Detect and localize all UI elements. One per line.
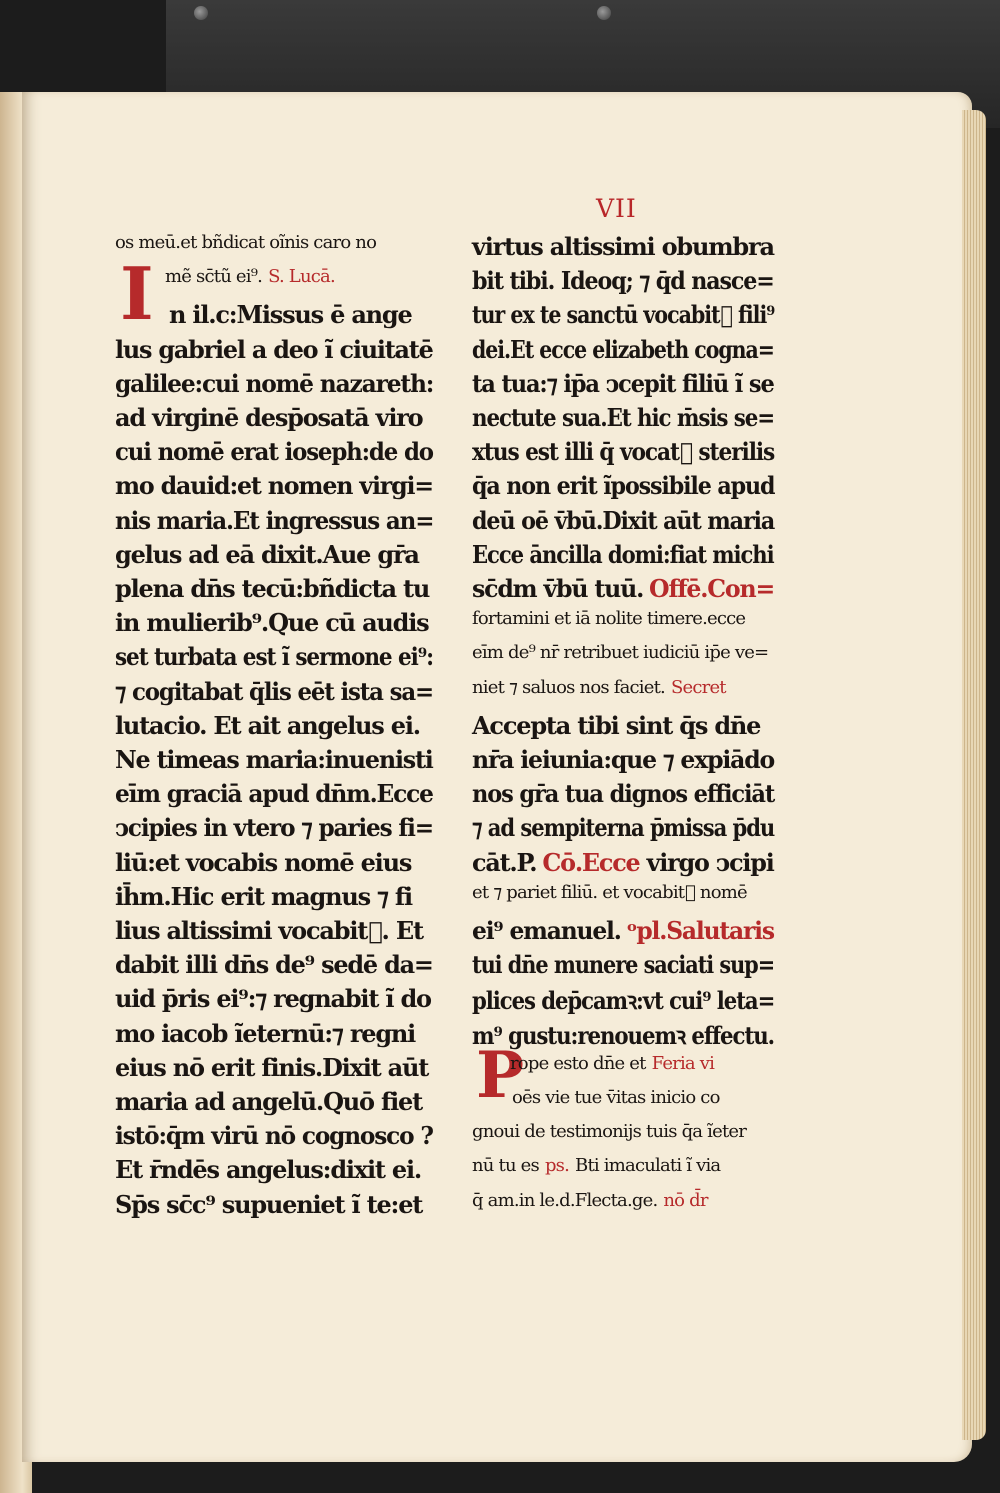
rubric-text: ps. — [544, 1155, 570, 1177]
text-line — [472, 882, 747, 916]
rubric-text: Feria vi — [651, 1052, 715, 1074]
line-text: eīm de⁹ nr̄ retribuet iudiciū ip̄e ve= — [472, 642, 769, 664]
text-line — [472, 779, 774, 813]
text-line — [472, 403, 774, 437]
line-text: ei⁹ emanuel. — [472, 916, 621, 945]
rubric-text: Offē.Con= — [649, 574, 775, 603]
folio-number: VII — [596, 194, 637, 223]
line-text: maria ad angelū.Quō fiet — [115, 1087, 422, 1116]
line-text: ad virginē desp̄osatā viro — [115, 403, 423, 432]
text-line — [472, 1190, 708, 1224]
line-text: tur ex te sanctū vocabit᷑ fili⁹ — [472, 300, 775, 330]
text-line — [115, 608, 429, 642]
text-line — [472, 540, 774, 574]
text-line — [115, 984, 431, 1018]
line-text: lius altissimi vocabit᷑. Et — [115, 916, 423, 945]
text-line — [472, 266, 774, 300]
line-text: Ne timeas maria:inuenisti — [115, 745, 433, 774]
rubric-text: Cō.Ecce — [542, 847, 640, 877]
line-text: n il.c:Missus ē ange — [169, 300, 412, 330]
text-line — [115, 882, 412, 916]
text-line — [472, 574, 774, 608]
line-text: eīm graciā apud dn̄m.Ecce — [115, 779, 433, 809]
text-line — [472, 677, 726, 711]
line-text: bit tibi. Ideoq; ⁊ q̄d nasce= — [472, 266, 774, 296]
text-line — [115, 779, 433, 813]
line-text: q̄a non erit ĩpossibile apud — [472, 471, 775, 501]
line-text: Ecce āncilla domi:fiat michi — [472, 539, 774, 569]
text-line — [165, 266, 335, 300]
text-line — [115, 848, 411, 882]
line-text: liū:et vocabis nomē eius — [115, 847, 412, 877]
text-line — [115, 711, 420, 745]
text-line — [115, 813, 433, 847]
text-line — [472, 813, 774, 847]
text-line — [115, 1190, 422, 1224]
line-text: Accepta tibi sint q̄s dn̄e — [472, 710, 761, 740]
line-text: gnoui de testimonijs tuis q̄a ĩeter — [472, 1121, 747, 1143]
line-text: in mulierib⁹.Que cū audis — [115, 608, 429, 638]
text-line — [115, 916, 423, 950]
line-text: fortamini et iā nolite timere.ecce — [472, 608, 746, 630]
line-text: deū oē v̄bū.Dixit aūt maria — [472, 505, 775, 535]
line-text: ih̄m.Hic erit magnus ⁊ fi — [115, 881, 412, 911]
line-text: gelus ad eā dixit.Aue gr̄a — [115, 539, 419, 569]
text-line — [115, 403, 423, 437]
text-line — [115, 574, 429, 608]
rubric-text: ᵒpl.Salutaris — [626, 916, 774, 945]
text-line — [472, 608, 745, 642]
text-line — [472, 642, 768, 676]
line-text: nū tu es — [472, 1155, 539, 1177]
text-line — [115, 1053, 428, 1087]
line-text: eius nō erit finis.Dixit aūt — [115, 1052, 429, 1082]
text-line — [472, 471, 774, 505]
rubric-text: nō d̄r — [663, 1189, 708, 1211]
text-line — [115, 232, 376, 266]
text-line — [472, 1155, 720, 1189]
line-text: Sp̄s sc̄c⁹ supueniet ĩ te:et — [115, 1189, 423, 1219]
line-text: rope esto dn̄e et — [510, 1052, 646, 1074]
text-line — [472, 506, 774, 540]
text-line — [472, 369, 774, 403]
line-text: os meū.et bñdicat oĩnis caro no — [115, 232, 377, 253]
line-text: ↄcipies in vtero ⁊ paries fi= — [115, 813, 434, 843]
text-line — [472, 1121, 746, 1155]
decorated-initial-right: P — [476, 1038, 525, 1113]
line-text: cāt.P. — [472, 847, 537, 877]
line-text: q̄ am.in le.d.Flecta.ge. — [472, 1189, 658, 1211]
text-line — [472, 300, 774, 334]
text-line — [115, 471, 433, 505]
line-text: istō:q̄m virū nō cognosco ? — [115, 1121, 433, 1151]
line-text: dei.Et ecce elizabeth cogna= — [472, 334, 774, 364]
line-text: galilee:cui nomē nazareth: — [115, 368, 434, 398]
text-line — [115, 1087, 422, 1121]
text-line — [472, 232, 774, 266]
text-line — [472, 848, 774, 882]
rubric-text: S. Lucā. — [268, 266, 335, 288]
line-text: tui dn̄e munere saciati sup= — [472, 950, 775, 980]
text-line — [472, 984, 774, 1018]
line-text: cui nomē erat ioseph:de do — [115, 437, 433, 467]
text-line — [115, 369, 433, 403]
line-text: virtus altissimi obumbra — [472, 232, 774, 261]
text-line — [169, 300, 412, 334]
line-text: ⁊ ad sempiterna p̄missa p̄du — [472, 813, 775, 843]
line-text: lus gabriel a deo ĩ ciuitatē — [115, 334, 433, 364]
line-text: lutacio. Et ait angelus ei. — [115, 710, 420, 740]
line-text: sc̄dm v̄bū tuū. — [472, 574, 644, 603]
rubric-text: Secret — [670, 676, 726, 698]
text-line — [115, 540, 419, 574]
text-line — [115, 1019, 415, 1053]
text-line — [472, 711, 760, 745]
text-line — [115, 642, 433, 676]
line-text: ⁊ cogitabat q̄lis eēt ista sa= — [115, 676, 434, 706]
text-line — [115, 437, 433, 471]
line-text: oēs vie tue v̄itas inicio co — [512, 1087, 720, 1108]
line-text: set turbata est ĩ sermone ei⁹: — [115, 642, 433, 672]
text-line — [115, 745, 433, 779]
line-text: dabit illi dn̄s de⁹ sedē da= — [115, 950, 433, 980]
text-line — [472, 950, 774, 984]
text-line — [472, 916, 774, 950]
line-text: et ⁊ pariet filiū. et vocabit᷑ nomē — [472, 881, 747, 903]
screw-left — [194, 6, 208, 20]
line-text: mẽ sc̄tũ ei⁹. — [165, 266, 263, 288]
screw-right — [597, 6, 611, 20]
line-text: mo iacob ĩeternū:⁊ regni — [115, 1018, 416, 1048]
line-text: plena dn̄s tecū:bñdicta tu — [115, 574, 430, 603]
line-text: m⁹ gustu:renouemꝛ effectu. — [472, 1020, 775, 1050]
line-text: virgo ↄcipi — [639, 847, 774, 877]
line-text: plices dep̄camꝛ:vt cui⁹ leta= — [472, 986, 775, 1016]
line-text: Bti imaculati ĩ via — [575, 1155, 721, 1177]
text-line — [472, 437, 774, 471]
text-line — [512, 1087, 720, 1121]
line-text: Et r̄ndēs angelus:dixit ei. — [115, 1155, 422, 1185]
text-line — [472, 335, 774, 369]
line-text: nos gr̄a tua dignos efficiāt — [472, 779, 775, 809]
line-text: mo dauid:et nomen virgi= — [115, 471, 433, 501]
text-line — [115, 335, 433, 369]
text-line — [115, 950, 433, 984]
text-line — [115, 506, 433, 540]
decorated-initial-left: I — [120, 251, 154, 336]
text-line — [472, 745, 774, 779]
line-text: nr̄a ieiunia:que ⁊ expiādo — [472, 745, 775, 774]
text-line — [115, 1155, 421, 1189]
line-text: xtus est illi q̄ vocat᷑ sterilis — [472, 437, 775, 467]
text-line — [510, 1053, 714, 1087]
line-text: ta tua:⁊ ip̄a ↄcepit filiū ĩ se — [472, 368, 774, 398]
text-line — [115, 1121, 433, 1155]
line-text: nis maria.Et ingressus an= — [115, 505, 434, 535]
line-text: uid p̄ris ei⁹:⁊ regnabit ĩ do — [115, 984, 431, 1014]
text-line — [115, 677, 433, 711]
line-text: nectute sua.Et hic m̄sis se= — [472, 403, 775, 432]
text-line — [472, 1019, 774, 1053]
line-text: niet ⁊ saluos nos faciet. — [472, 676, 665, 698]
page-block-edge — [962, 110, 986, 1440]
